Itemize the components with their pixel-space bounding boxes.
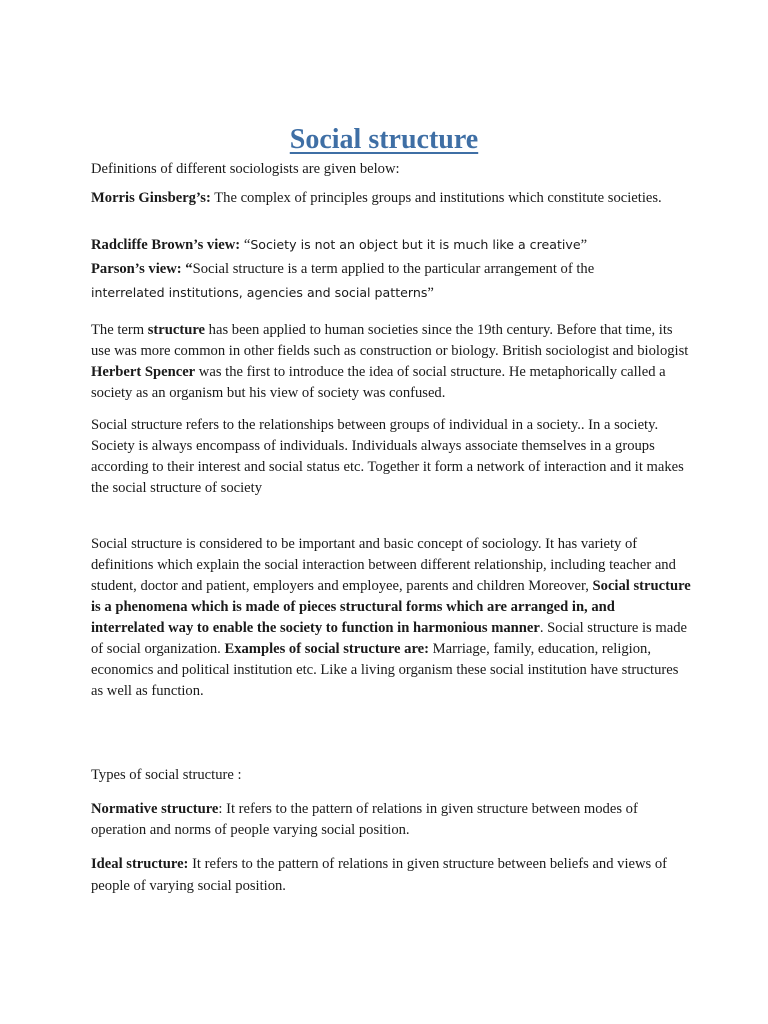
bold-term: Examples of social structure are: xyxy=(224,641,430,657)
paragraph-structure-history xyxy=(91,320,691,404)
paragraph-text: has been applied to human societies since the 19th century. Before that time, its use was more common in other fields such as construction or biology. British sociologist and biologist xyxy=(91,322,689,359)
definition-label: Morris Ginsberg’s: xyxy=(91,190,211,206)
quote-close: ” xyxy=(427,285,434,301)
definition-label: Parson’s view: “ xyxy=(91,261,193,277)
type-text: It refers to the pattern of relations in given structure between beliefs and views of people of varying social position. xyxy=(91,856,668,894)
page-title: Social structure xyxy=(289,124,479,155)
paragraph-text: Social structure is considered to be important and basic concept of sociology. It has variety of definitions which explain the social interaction between different relationship, including teacher and student, doctor and patient, employers and employee, parents and children Moreover, xyxy=(91,536,676,594)
paragraph-text: The term xyxy=(91,322,148,338)
paragraph-text: Marriage, family, education, religion, economics and political institution etc. Like a living organism these social institution have structures as well as function. xyxy=(91,641,679,699)
paragraph-basic-concept xyxy=(91,534,691,702)
definition-text: The complex of principles groups and institutions which constitute societies. xyxy=(210,190,662,206)
definition-ginsberg xyxy=(91,187,691,209)
bold-term: structure xyxy=(147,322,206,338)
quote-open: “ xyxy=(240,237,251,253)
type-label: Normative structure xyxy=(91,801,219,817)
types-heading: Types of social structure : xyxy=(91,767,242,783)
bold-term: Herbert Spencer xyxy=(91,364,196,380)
paragraph-relationships: Social structure refers to the relationships between groups of individual in a society.. In a society. Society is always encompass of individuals. Individuals always associate themselves in a groups according to their interest and social status etc. Together it form a network of interaction and it makes the social structure of society xyxy=(91,417,684,496)
definition-text: Social structure is a term applied to the particular arrangement of the xyxy=(192,261,595,277)
paragraph-text: was the first to introduce the idea of social structure. He metaphorically called a society as an organism but his view of society was confused. xyxy=(91,364,666,401)
type-text: : It refers to the pattern of relations in given structure between modes of operation and norms of people varying social position. xyxy=(91,801,638,838)
definition-text: Society is not an object but it is much like a creative xyxy=(250,237,581,252)
type-ideal xyxy=(91,853,691,897)
definition-text-continued: interrelated institutions, agencies and social patterns xyxy=(91,285,428,300)
type-label: Ideal structure: xyxy=(91,856,189,872)
bold-statement: Social structure is a phenomena which is made of pieces structural forms which are arranged in, and interrelated way to enable the society to function in harmonious manner xyxy=(91,578,691,636)
definition-label: Radcliffe Brown’s view: xyxy=(91,237,241,253)
quote-close: ” xyxy=(580,237,588,253)
definition-radcliffe-brown xyxy=(91,234,691,256)
intro-text: Definitions of different sociologists are given below: xyxy=(91,161,400,177)
paragraph-text: . Social structure is made of social organization. xyxy=(91,620,687,657)
type-normative xyxy=(91,799,691,841)
definition-parson xyxy=(91,257,691,305)
